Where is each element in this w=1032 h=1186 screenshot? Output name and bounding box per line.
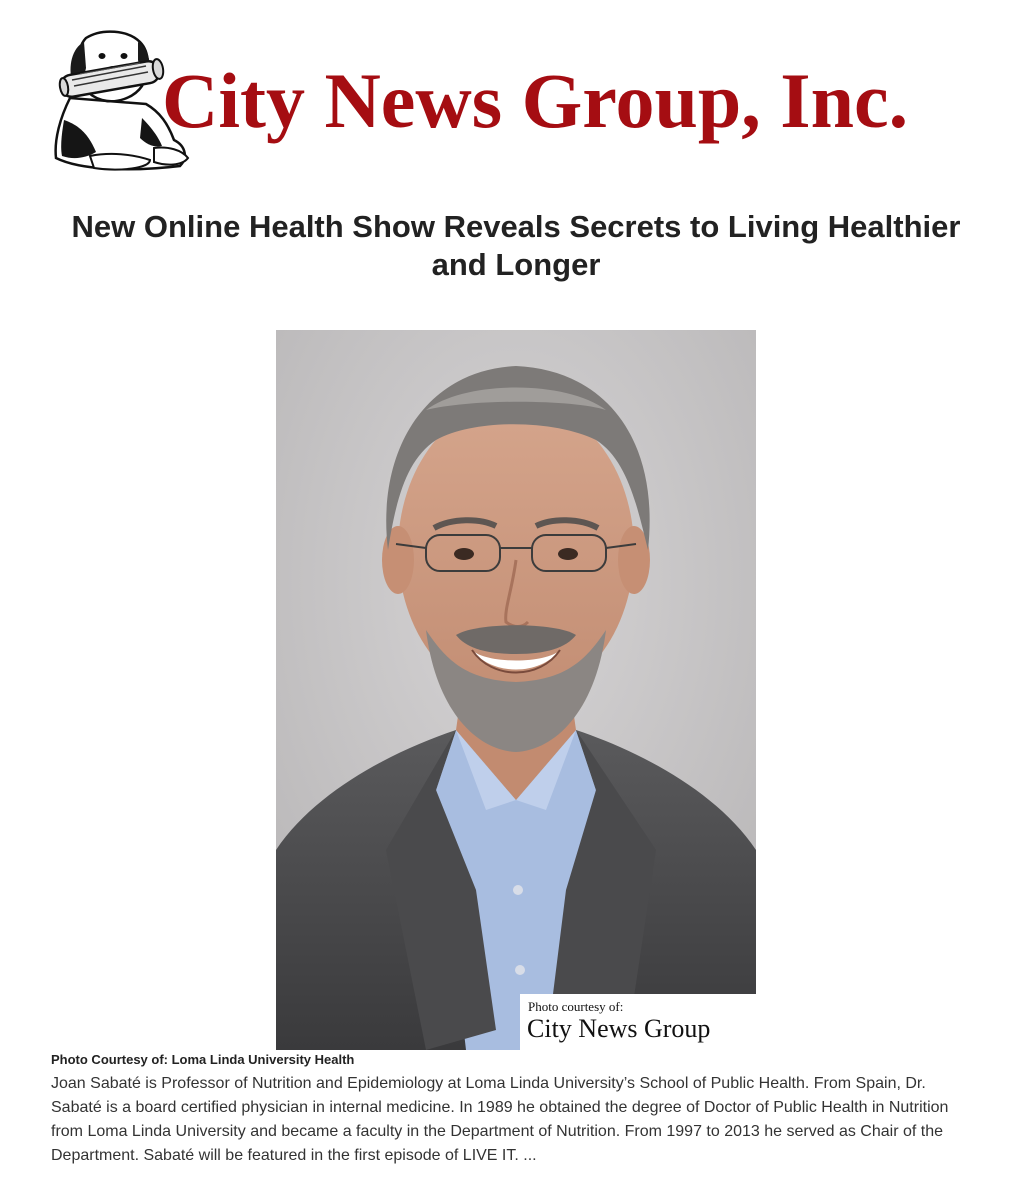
masthead <box>50 28 980 178</box>
article-headline: New Online Health Show Reveals Secrets to Living Healthier and Longer <box>71 209 961 282</box>
watermark-small-text: Photo courtesy of: <box>528 999 624 1014</box>
article-photo <box>276 330 756 1050</box>
article-body: Joan Sabaté is Professor of Nutrition and Epidemiology at Loma Linda University’s School of Public Health. From Spain, Dr. Sabaté is a board certified physician in internal medicine. In 1989 he obtained the degree of Doctor of Public Health in Nutrition from Loma Linda University and became a faculty in the Department of Nutrition. From 1997 to 2013 he served as Chair of the Department. Sabaté will be featured in the first episode of LIVE IT. ... <box>51 1075 949 1164</box>
brand-name[interactable]: City News Group, Inc. <box>162 57 909 144</box>
watermark-large-text: City News Group <box>527 1014 711 1043</box>
photo-watermark <box>520 994 756 1050</box>
portrait-image <box>276 330 756 1050</box>
photo-caption: Photo Courtesy of: Loma Linda University Health <box>51 1052 355 1067</box>
